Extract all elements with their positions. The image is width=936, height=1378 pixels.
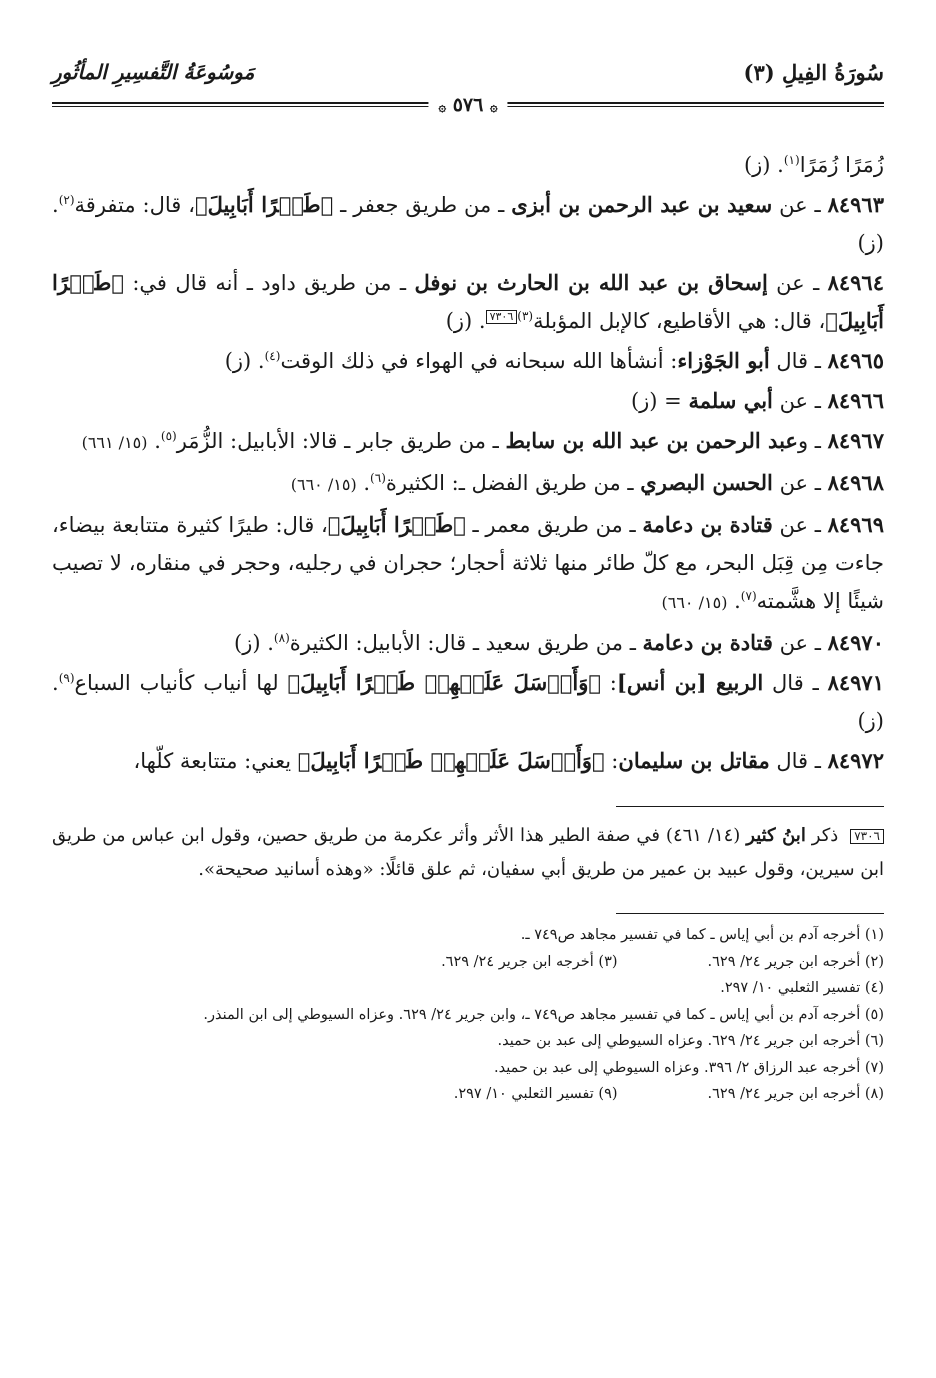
ornament-icon: ۞ — [438, 100, 447, 115]
entry-number: ٨٤٩٦٥ — [827, 348, 884, 373]
narrator-name: الربيع [بن أنس] — [616, 670, 764, 695]
narrator-name: عبد الرحمن بن عبد الله بن سابط — [505, 428, 798, 453]
entry — [52, 342, 884, 380]
note-author: ابنُ كثير — [746, 825, 806, 846]
note-separator — [616, 806, 884, 807]
entry — [52, 624, 884, 662]
entry — [52, 664, 884, 740]
entry — [52, 742, 884, 780]
footnote-ref: (٩) — [58, 671, 75, 685]
entry-text: ـ عن — [767, 271, 828, 295]
entry-number: ٨٤٩٧١ — [827, 670, 884, 695]
commentary-note — [52, 819, 884, 887]
entry-text: ، قال: طيرًا كثيرة متتابعة بيضاء، جاءت مِن قِبَل البحر، مع كلّ طائر منها ثلاثة أحجار؛ حجران في رجليه، وحجر في منقاره، لا تصيب شيئًا إلا هشَّمته — [52, 513, 884, 613]
footnote-row — [52, 949, 884, 976]
entry-text: ـ من طريق الفضل ـ: الكثيرة — [385, 471, 641, 495]
entry-text: : — [604, 749, 619, 773]
footnote-ref: (٤) — [264, 349, 281, 363]
quran-quote: ﴿طَيۡرًا أَبَابِيلَ﴾ — [52, 270, 884, 333]
entry-text: ، قال: هي الأقاطيع، كالإبل المؤبلة — [533, 309, 826, 333]
surah-title: سُورَةُ الفِيلِ (٣) — [743, 60, 884, 85]
entry-number: ٨٤٩٦٤ — [827, 270, 884, 295]
entry-number: ٨٤٩٦٧ — [827, 428, 884, 453]
entry-text: ـ و — [797, 429, 828, 453]
entry-text: ـ قال — [769, 749, 828, 773]
entry-text: . (ز) — [743, 153, 784, 177]
source-ref: (١٥/ ٦٦٠) — [290, 475, 357, 494]
narrator-name: الحسن البصري — [640, 470, 773, 495]
footnote: (٣) أخرجه ابن جرير ٢٤/ ٦٢٩. — [441, 953, 618, 970]
entry-text: ـ من طريق سعيد ـ قال: الأبابيل: الكثيرة — [289, 631, 643, 655]
entry-number: ٨٤٩٧٠ — [827, 630, 884, 655]
entry-text: ـ من طريق جعفر ـ — [333, 193, 512, 217]
entry — [52, 382, 884, 420]
entry-number: ٨٤٩٦٣ — [827, 192, 884, 217]
entry-text: . (ز) — [234, 631, 274, 655]
footnote: (٦) أخرجه ابن جرير ٢٤/ ٦٢٩. وعزاه السيوطي إلى عبد بن حميد. — [497, 1033, 884, 1049]
narrator-name: مقاتل بن سليمان — [618, 748, 770, 773]
entry — [52, 506, 884, 622]
footnotes — [52, 922, 884, 1108]
page — [52, 58, 884, 1108]
ornament-icon: ۞ — [489, 100, 498, 115]
note-box-label: ٧٣٠٦ — [850, 829, 884, 844]
entry-text: ـ قال — [763, 671, 828, 695]
entry — [52, 186, 884, 262]
footnote-ref: (٥) — [160, 429, 177, 443]
entry-text: ـ من طريق جابر ـ قالا: الأبابيل: الزُّمَر — [176, 429, 506, 453]
footnote: (٤) تفسير الثعلبي ١٠/ ٢٩٧. — [720, 980, 884, 996]
narrator-name: سعيد بن عبد الرحمن بن أبزى — [511, 192, 773, 217]
entry-text: = (ز) — [630, 389, 689, 413]
entry-text: ـ من طريق معمر ـ — [465, 513, 643, 537]
narrator-name: أبو الجَوْزاء — [677, 348, 770, 373]
entry-text: : أنشأها الله سبحانه في الهواء في ذلك الوقت — [280, 349, 678, 373]
entry-text: . (ز) — [445, 309, 486, 333]
narrator-name: قتادة بن دعامة — [642, 630, 773, 655]
footnote: (٢) أخرجه ابن جرير ٢٤/ ٦٢٩. — [707, 953, 884, 970]
narrator-name: أبي سلمة — [688, 388, 773, 413]
note-text: ذكر — [805, 825, 845, 846]
main-text — [52, 146, 884, 780]
footnote-ref: (١) — [783, 153, 800, 167]
footnote: (٥) أخرجه آدم بن أبي إياس ـ كما في تفسير مجاهد ص٧٤٩ ـ، وابن جرير ٢٤/ ٦٢٩. وعزاه السيوطي إلى ابن المنذر. — [203, 1006, 884, 1023]
footnote: (١) أخرجه آدم بن أبي إياس ـ كما في تفسير مجاهد ص٧٤٩ ـ. — [520, 927, 884, 943]
entry-text: . (ز) — [224, 349, 265, 373]
note-box-ref: ٧٣٠٦ — [486, 310, 518, 324]
footnote-separator — [616, 913, 884, 914]
note-text: (١٤/ ٤٦١) في صفة الطير هذا الأثر وأثر عكرمة من طريق حصين، وقول ابن عباس من طريق ابن سيرين، وقول عبيد بن عمير من طريق أبي سفيان، ثم علق قائلًا: «وهذه أسانيد صحيحة». — [52, 825, 884, 880]
page-number-value: ٥٧٦ — [452, 94, 484, 116]
entry-text: : — [600, 671, 617, 695]
entry-number: ٨٤٩٧٢ — [827, 748, 884, 773]
footnote-row — [52, 1081, 884, 1108]
entry-text: زُمَرًا زُمَرًا — [799, 153, 884, 177]
footnote: (٨) أخرجه ابن جرير ٢٤/ ٦٢٩. — [707, 1086, 884, 1102]
entry-number: ٨٤٩٦٨ — [827, 470, 884, 495]
entry-text: ـ عن — [772, 193, 828, 217]
narrator-name: إسحاق بن عبد الله بن الحارث بن نوفل — [414, 270, 768, 295]
entry-text: ـ من طريق داود ـ أنه قال في: — [123, 271, 415, 295]
entry-text: . — [727, 589, 741, 613]
footnote-ref: (٦) — [370, 471, 386, 485]
entry — [52, 146, 884, 184]
footnote: (٧) أخرجه عبد الرزاق ٢/ ٣٩٦. وعزاه السيوطي إلى عبد بن حميد. — [494, 1059, 884, 1076]
book-title: مَوسُوعَةُ التَّفسِيرِ المأثُورِ — [52, 60, 255, 84]
entry-text: ـ عن — [772, 513, 828, 537]
entry-text: . (ز) — [52, 671, 884, 733]
entry-number: ٨٤٩٦٩ — [827, 512, 884, 537]
source-ref: (١٥/ ٦٦١) — [81, 433, 148, 452]
entry-text: ـ عن — [772, 471, 828, 495]
entry — [52, 264, 884, 340]
footnote-ref: (٨) — [273, 631, 290, 645]
entry-text: لها أنياب كأنياب السباع — [74, 671, 288, 695]
narrator-name: قتادة بن دعامة — [642, 512, 773, 537]
quran-quote: ﴿وَأَرۡسَلَ عَلَيۡهِمۡ طَيۡرًا أَبَابِيلَ﴾ — [287, 670, 601, 695]
entry — [52, 464, 884, 504]
entry-number: ٨٤٩٦٦ — [827, 388, 884, 413]
entry-text: . (ز) — [52, 193, 884, 255]
quran-quote: ﴿وَأَرۡسَلَ عَلَيۡهِمۡ طَيۡرًا أَبَابِيلَ﴾ — [297, 748, 605, 773]
quran-quote: ﴿طَيۡرًا أَبَابِيلَ﴾ — [194, 192, 334, 217]
entry-text: . — [147, 429, 161, 453]
quran-quote: ﴿طَيۡرًا أَبَابِيلَ﴾ — [327, 512, 466, 537]
source-ref: (١٥/ ٦٦٠) — [661, 593, 728, 612]
footnote: (٩) تفسير الثعلبي ١٠/ ٢٩٧. — [453, 1086, 618, 1102]
entry-text: يعني: متتابعة كلّها، — [133, 749, 298, 773]
footnote-ref: (٧) — [740, 589, 757, 603]
footnote-ref: (٢) — [58, 193, 75, 207]
entry — [52, 422, 884, 462]
entry-text: ـ عن — [772, 389, 828, 413]
page-header — [52, 58, 884, 116]
entry-text: ـ عن — [772, 631, 828, 655]
footnote-ref: (٣) — [517, 309, 534, 323]
entry-text: . — [356, 471, 371, 495]
page-number — [428, 94, 507, 116]
entry-text: ، قال: متفرقة — [74, 193, 195, 217]
entry-text: ـ قال — [769, 349, 828, 373]
